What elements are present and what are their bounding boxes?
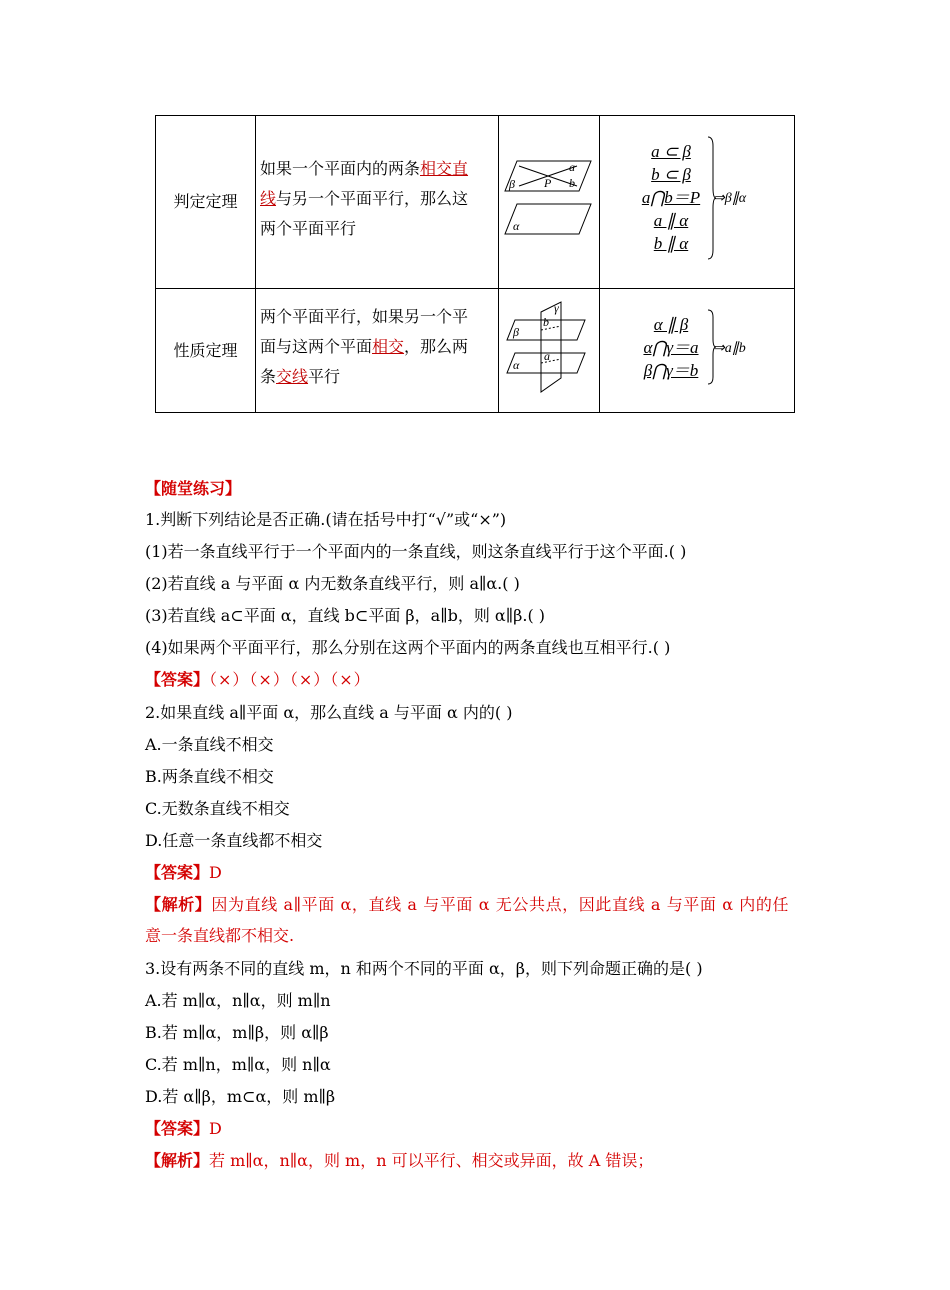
analysis-label: 【解析】: [145, 895, 212, 914]
option: B.两条直线不相交: [145, 767, 274, 786]
svg-text:P: P: [544, 176, 552, 190]
svg-text:β: β: [509, 177, 515, 191]
row-label: 判定定理: [173, 192, 238, 211]
svg-text:α: α: [513, 219, 520, 233]
theorem-text: 两个平面平行，如果另一个平 面与这两个平面相交，那么两 条交线平行: [260, 307, 469, 386]
svg-text:a: a: [544, 349, 550, 363]
table-divider: [599, 116, 600, 412]
answer-value: D: [209, 1119, 222, 1138]
question-item: (2)若直线 a 与平面 α 内无数条直线平行，则 a∥α.( ): [145, 574, 520, 593]
table-divider: [255, 116, 256, 412]
analysis-text: 若 m∥α，n∥α，则 m，n 可以平行、相交或异面，故 A 错误；: [209, 1151, 654, 1170]
parallel-planes-figure: [499, 146, 599, 246]
three-planes-figure: [499, 298, 599, 398]
answer-line: [145, 1116, 222, 1139]
answer-label: 【答案】: [145, 863, 210, 882]
answer-label: 【答案】: [145, 1119, 210, 1138]
analysis-text: 因为直线 a∥平面 α，直线 a 与平面 α 无公共点，因此直线 a 与平面 α 内的任: [211, 895, 790, 914]
row-label: 性质定理: [173, 341, 238, 360]
option: D.若 α∥β，m⊂α，则 m∥β: [145, 1087, 336, 1106]
svg-text:a: a: [569, 160, 575, 174]
svg-text:α: α: [513, 358, 520, 372]
theorem-table: 判定定理 如果一个平面内的两条相交直 线与另一个平面平行，那么这 两个平面平行 a β P b α a ⊂ β b ⊂ β a⋂b＝P a ∥ α b ∥ α ⇒β∥α 性质定理 两个平面平行，如果另一个平 面与这两个平面相交，那么两 条交线平行 γ β b a α α ∥ β α⋂γ＝a β⋂γ＝b ⇒a∥b: [155, 115, 795, 413]
option: A.一条直线不相交: [145, 735, 274, 754]
answer-value: D: [209, 863, 222, 882]
analysis-label: 【解析】: [145, 1151, 210, 1170]
svg-text:b: b: [543, 315, 549, 329]
question-stem: 2.如果直线 a∥平面 α，那么直线 a 与平面 α 内的( ): [145, 703, 513, 722]
question-item: (4)如果两个平面平行，那么分别在这两个平面内的两条直线也互相平行.( ): [145, 638, 671, 657]
question-stem: 3.设有两条不同的直线 m，n 和两个不同的平面 α，β，则下列命题正确的是( ): [145, 959, 703, 978]
answer-line: [145, 667, 371, 690]
answer-value: （×）（×）（×）（×）: [209, 670, 371, 689]
svg-text:γ: γ: [554, 301, 559, 315]
answer-line: [145, 860, 222, 883]
theorem-text: 如果一个平面内的两条相交直 线与另一个平面平行，那么这 两个平面平行: [260, 159, 469, 238]
svg-text:β: β: [513, 325, 519, 339]
svg-text:b: b: [569, 176, 575, 190]
analysis-text: 意一条直线都不相交.: [145, 926, 295, 945]
analysis-line: [145, 892, 789, 915]
option: A.若 m∥α，n∥α，则 m∥n: [145, 991, 331, 1010]
question-item: (3)若直线 a⊂平面 α，直线 b⊂平面 β，a∥b，则 α∥β.( ): [145, 606, 546, 625]
section-title: 【随堂练习】: [145, 479, 242, 498]
question-item: (1)若一条直线平行于一个平面内的一条直线，则这条直线平行于这个平面.( ): [145, 542, 687, 561]
question-stem: 1.判断下列结论是否正确.(请在括号中打“√”或“×”): [145, 510, 507, 529]
answer-label: 【答案】: [145, 670, 210, 689]
table-divider: [156, 288, 794, 289]
option: C.无数条直线不相交: [145, 799, 290, 818]
option: B.若 m∥α，m∥β，则 α∥β: [145, 1023, 329, 1042]
option: C.若 m∥n，m∥α，则 n∥α: [145, 1055, 331, 1074]
analysis-line: [145, 1148, 653, 1171]
option: D.任意一条直线都不相交: [145, 831, 323, 850]
